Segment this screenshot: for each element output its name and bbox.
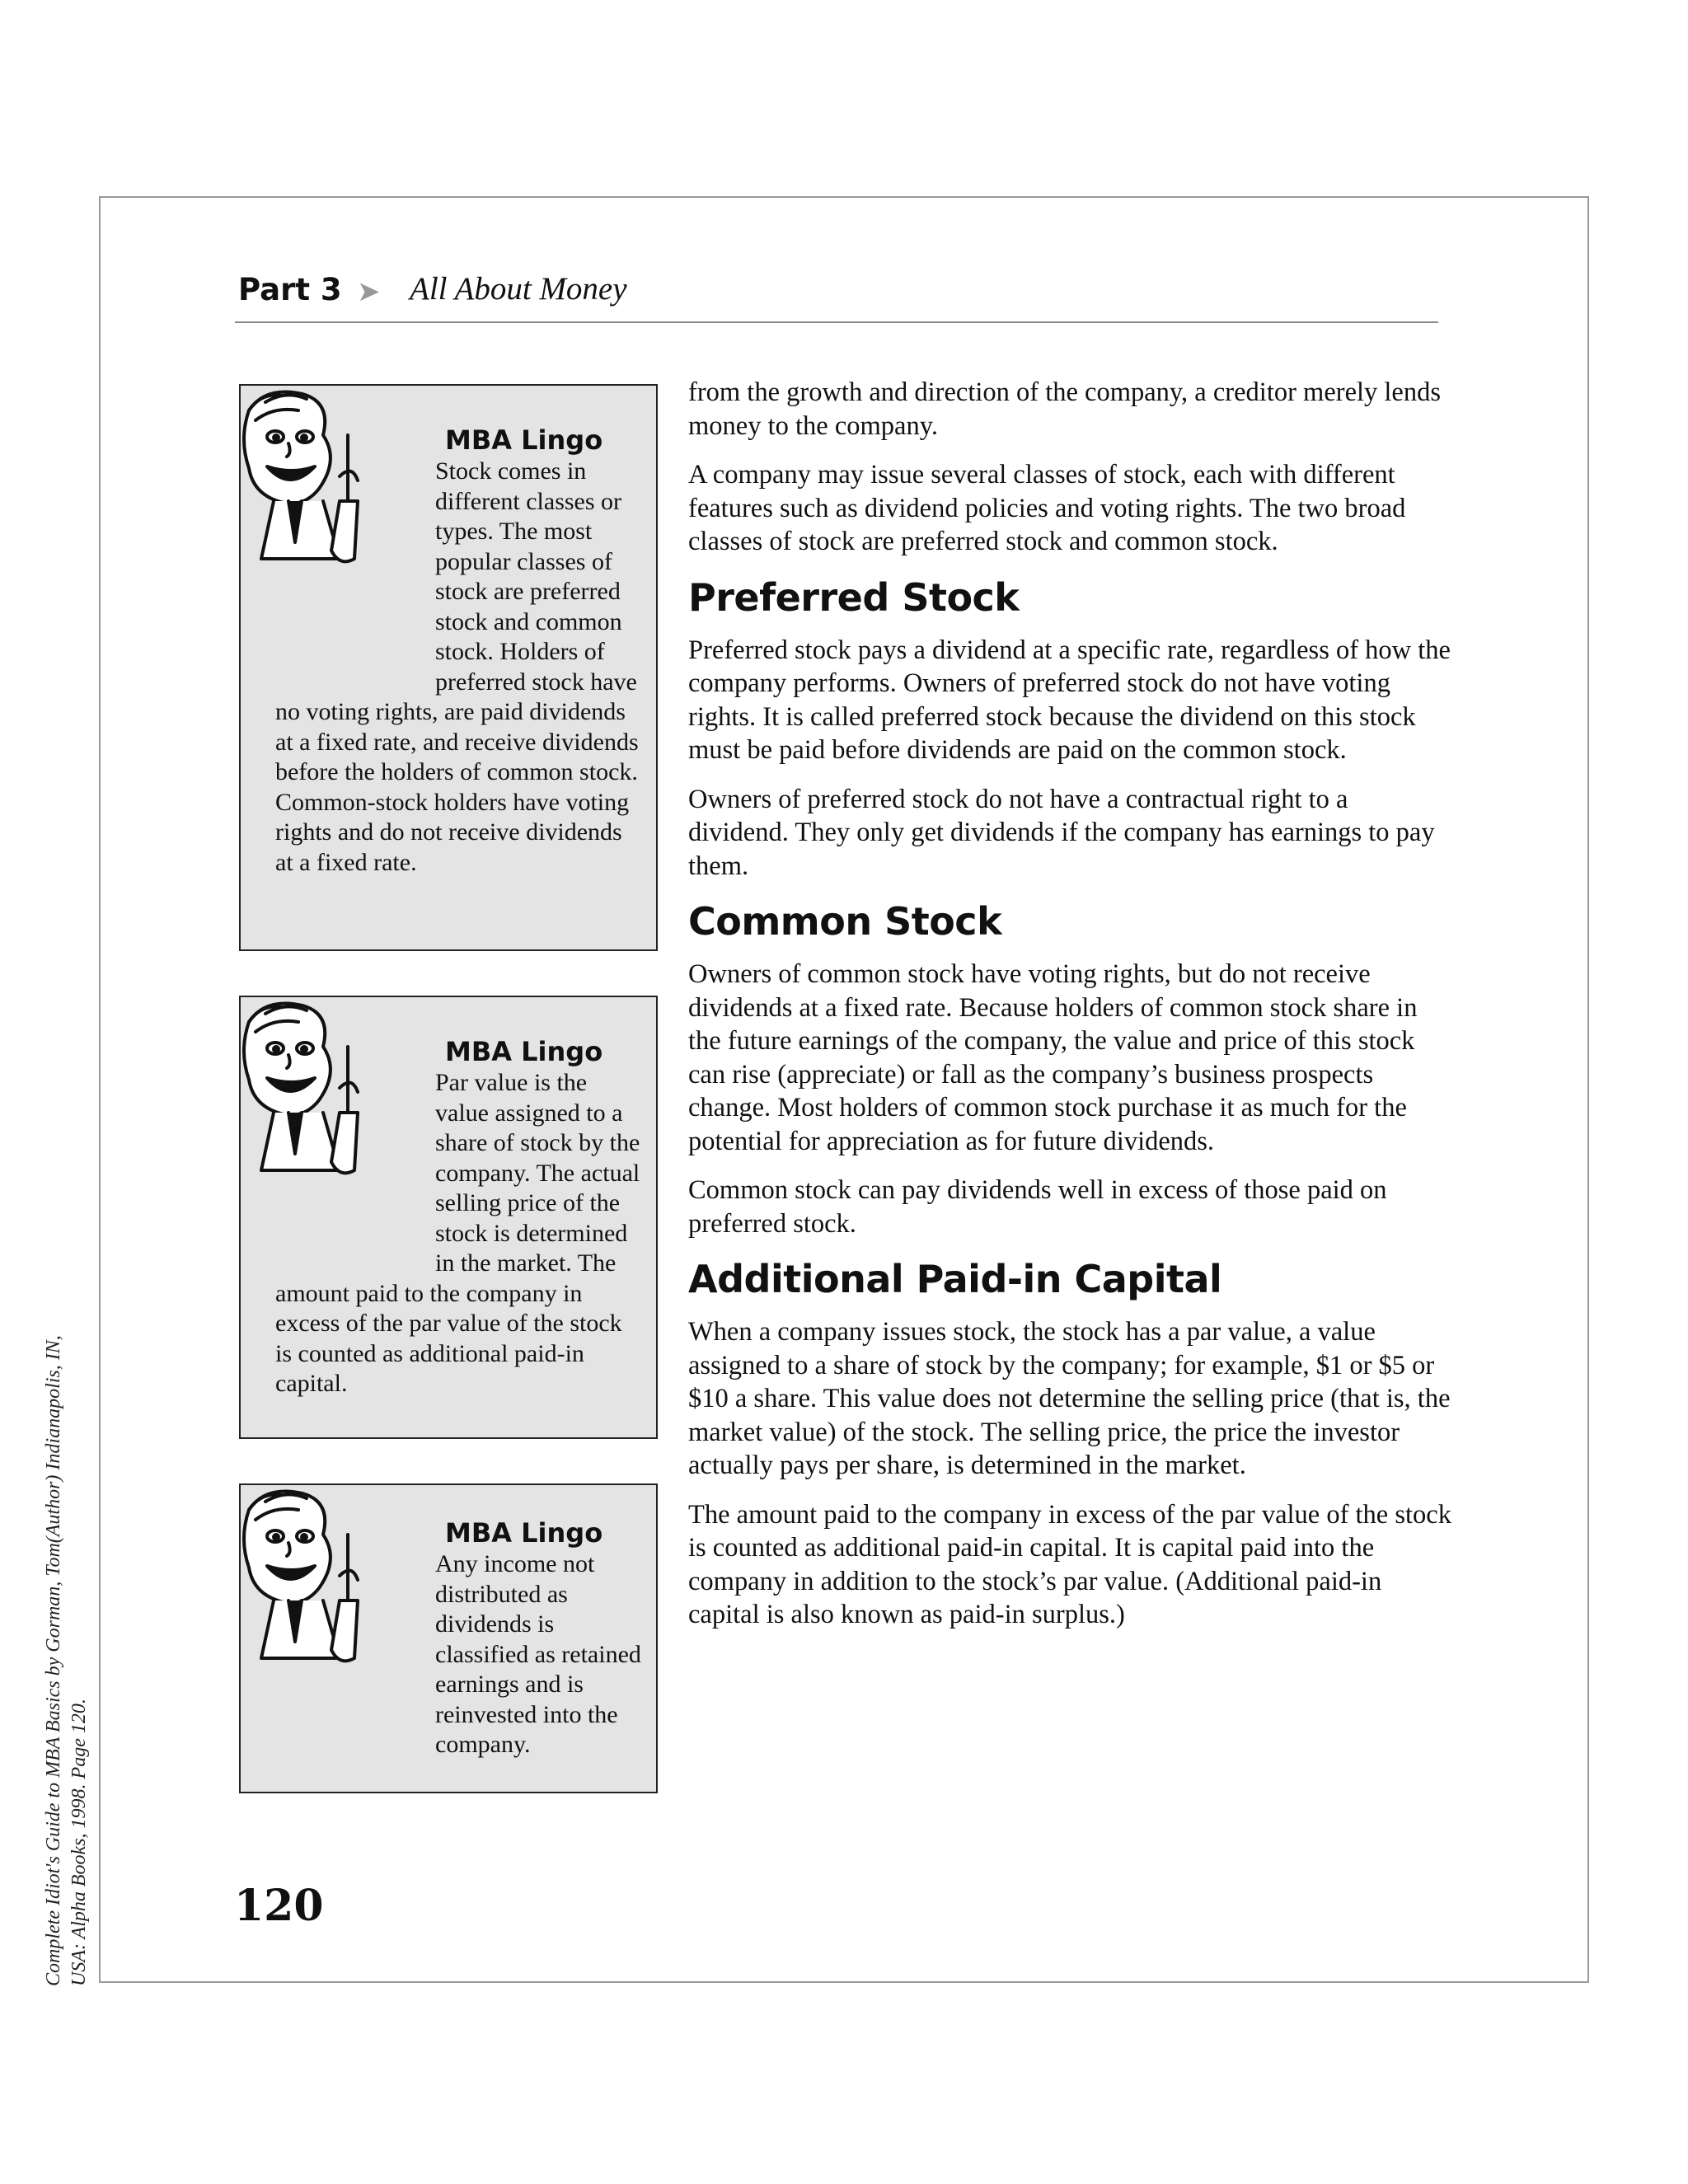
paragraph: Preferred stock pays a dividend at a specific rate, regardless of how the company performs. Owners of preferred stock do not have voting rights. It is called preferred stock because the dividend on this stock must be paid before dividends are paid on the common stock. <box>688 635 1451 765</box>
sidebar-text: Par value is the value assigned to a share of stock by the company. The actual selling price of the stock is determined in the market. The amount paid to the company in excess of the par value of the stock is counted as additional paid-in capital. <box>275 1069 640 1397</box>
part-label: Part 3 <box>238 272 342 307</box>
section-heading-additional-paid-in-capital: Additional Paid-in Capital <box>688 1257 1222 1301</box>
section-heading-common-stock: Common Stock <box>688 899 1002 944</box>
paragraph: Owners of common stock have voting rights, but do not receive dividends at a fixed rate. Because holders of common stock share in the future earnings of the company, the value and price of this stock can rise (appreciate) or fall as the company’s business prospects change. Most holders of common stock purchase it as much for the potential for appreciation as for future dividends. <box>688 959 1418 1156</box>
paragraph: A company may issue several classes of stock, each with different features such as dividend policies and voting rights. The two broad classes of stock are preferred stock and common stock. <box>688 460 1406 556</box>
sidebar-title: MBA Lingo <box>445 1036 603 1067</box>
mba-lingo-box-2 <box>239 996 658 1439</box>
sidebar-text: Any income not distributed as dividends is classified as retained earnings and is reinvested into the company. <box>435 1550 641 1758</box>
mba-lingo-box-1 <box>239 384 658 951</box>
paragraph: from the growth and direction of the company, a creditor merely lends money to the company. <box>688 377 1441 441</box>
paragraph: The amount paid to the company in excess of the par value of the stock is counted as additional paid-in capital. It is capital paid into the company in addition to the stock’s par value. (Additional paid-in capital is also known as paid-in surplus.) <box>688 1499 1451 1629</box>
page-number: 120 <box>234 1881 324 1931</box>
running-header <box>235 264 1438 323</box>
part-title: All About Money <box>410 271 627 307</box>
mba-lingo-box-3 <box>239 1483 658 1793</box>
paragraph: When a company issues stock, the stock has a par value, a value assigned to a share of stock by the company; for example, $1 or $5 or $10 a share. This value does not determine the selling price (that is, the market value) of the stock. The selling price, the price the investor actually pays per share, is determined in the market. <box>688 1317 1451 1480</box>
chevron-right-icon: ➤ <box>357 275 381 308</box>
sidebar-title: MBA Lingo <box>445 424 603 456</box>
paragraph: Common stock can pay dividends well in excess of those paid on preferred stock. <box>688 1175 1387 1239</box>
sidebar-title: MBA Lingo <box>445 1517 603 1549</box>
section-heading-preferred-stock: Preferred Stock <box>688 574 1020 620</box>
main-column <box>688 376 1455 1647</box>
sidebar-text: Stock comes in different classes or types. The most popular classes of stock are preferred stock and common stock. Holders of preferred stock have no voting rights, are paid dividends at a fixed rate, and receive dividends before the holders of common stock. Common-stock holders have voting rights and do not receive dividends at a fixed rate. <box>275 457 639 876</box>
paragraph: Owners of preferred stock do not have a contractual right to a dividend. They only get dividends if the company has earnings to pay them. <box>688 784 1435 881</box>
side-citation: Complete Idiot's Guide to MBA Basics by Gorman, Tom(Author) Indianapolis, IN, USA: Alpha Books, 1998. Page 120. <box>43 1335 90 1986</box>
